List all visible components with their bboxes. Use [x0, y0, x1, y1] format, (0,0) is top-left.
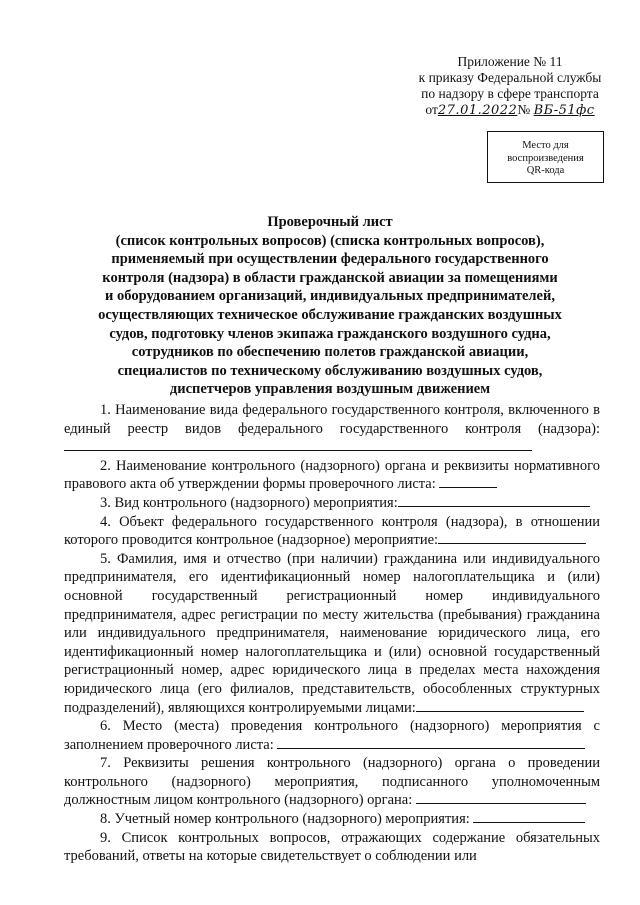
document-title	[70, 213, 590, 399]
list-item: 8. Учетный номер контрольного (надзорного) мероприятия:	[64, 810, 600, 829]
order-from-label: от	[425, 102, 438, 117]
blank-line	[473, 810, 585, 823]
qr-box-line: воспроизведения	[507, 152, 584, 164]
title-line: сотрудников по обеспечению полетов гражданской авиации,	[131, 344, 529, 361]
blank-line	[416, 699, 584, 712]
list-item: 1. Наименование вида федерального государственного контроля, включенного в единый реестр видов федерального государственного контроля (надзора):	[64, 401, 600, 457]
title-line: применяемый при осуществлении федерального государственного	[111, 251, 549, 268]
list-item: 4. Объект федерального государственного контроля (надзора), в отношении которого проводится контрольное (надзорное) мероприятие:	[64, 513, 600, 549]
list-item: 9. Список контрольных вопросов, отражающих содержание обязательных требований, ответы на которые свидетельствует о соблюдении или	[64, 829, 600, 865]
list-item: 6. Место (места) проведения контрольного (надзорного) мероприятия с заполнением проверочного листа:	[64, 718, 600, 753]
order-number: ВБ-51фс	[533, 103, 595, 118]
list-item: 7. Реквизиты решения контрольного (надзорного) органа о проведении контрольного (надзорного) мероприятия, подписанного уполномоченным должностным лицом контрольного (надзорного) органа:	[64, 755, 600, 809]
order-date-number-line	[390, 102, 630, 119]
title-line: судов, подготовку членов экипажа гражданского воздушного судна,	[109, 325, 551, 342]
title-line: (список контрольных вопросов) (списка контрольных вопросов),	[115, 232, 545, 249]
title-line: диспетчеров управления воздушным движением	[169, 381, 491, 398]
title-line: специалистов по техническому обслуживанию воздушных судов,	[117, 362, 543, 379]
list-item: 2. Наименование контрольного (надзорного) органа и реквизиты нормативного правового акта об утверждении формы проверочного листа:	[64, 457, 600, 493]
checklist-items	[64, 401, 600, 866]
qr-code-placeholder	[487, 131, 604, 183]
title-line: контроля (надзора) в области гражданской авиации за помещениями	[102, 269, 558, 286]
appendix-line: по надзору в сфере транспорта	[421, 86, 599, 101]
appendix-line: Приложение № 11	[457, 54, 563, 69]
blank-line	[277, 736, 585, 749]
blank-line	[416, 791, 586, 804]
title-line: и оборудованием организаций, индивидуальных предпринимателей,	[105, 288, 555, 305]
qr-box-line: Место для	[522, 140, 569, 151]
list-item: 3. Вид контрольного (надзорного) мероприятия:	[64, 494, 600, 513]
appendix-line: к приказу Федеральной службы	[418, 70, 602, 85]
title-line: Проверочный лист	[267, 214, 393, 230]
order-number-label: №	[517, 102, 531, 117]
list-item: 5. Фамилия, имя и отчество (при наличии) гражданина или индивидуального предпринимателя, его идентификационный номер налогоплательщика и (или) основной государственный регистрационный номер индивидуального предпринимателя, адрес регистрации по месту жительства (пребывания) гражданина или индивидуального предпринимателя, наименование юридического лица, его идентификационный номер налогоплательщика и (или) основной государственный регистрационный номер, адрес юридического лица в пределах места нахождения юридического лица (его филиалов, представительств, обособленных структурных подразделений), являющихся контролируемыми лицами:	[64, 550, 600, 716]
blank-line	[398, 494, 590, 507]
blank-line	[438, 531, 586, 544]
appendix-header	[390, 54, 630, 119]
order-date: 27.01.2022	[437, 103, 518, 118]
blank-line	[439, 475, 497, 488]
qr-box-line: QR-кода	[526, 165, 565, 176]
blank-line	[64, 438, 532, 451]
title-line: осуществляющих техническое обслуживание гражданских воздушных	[98, 306, 562, 323]
